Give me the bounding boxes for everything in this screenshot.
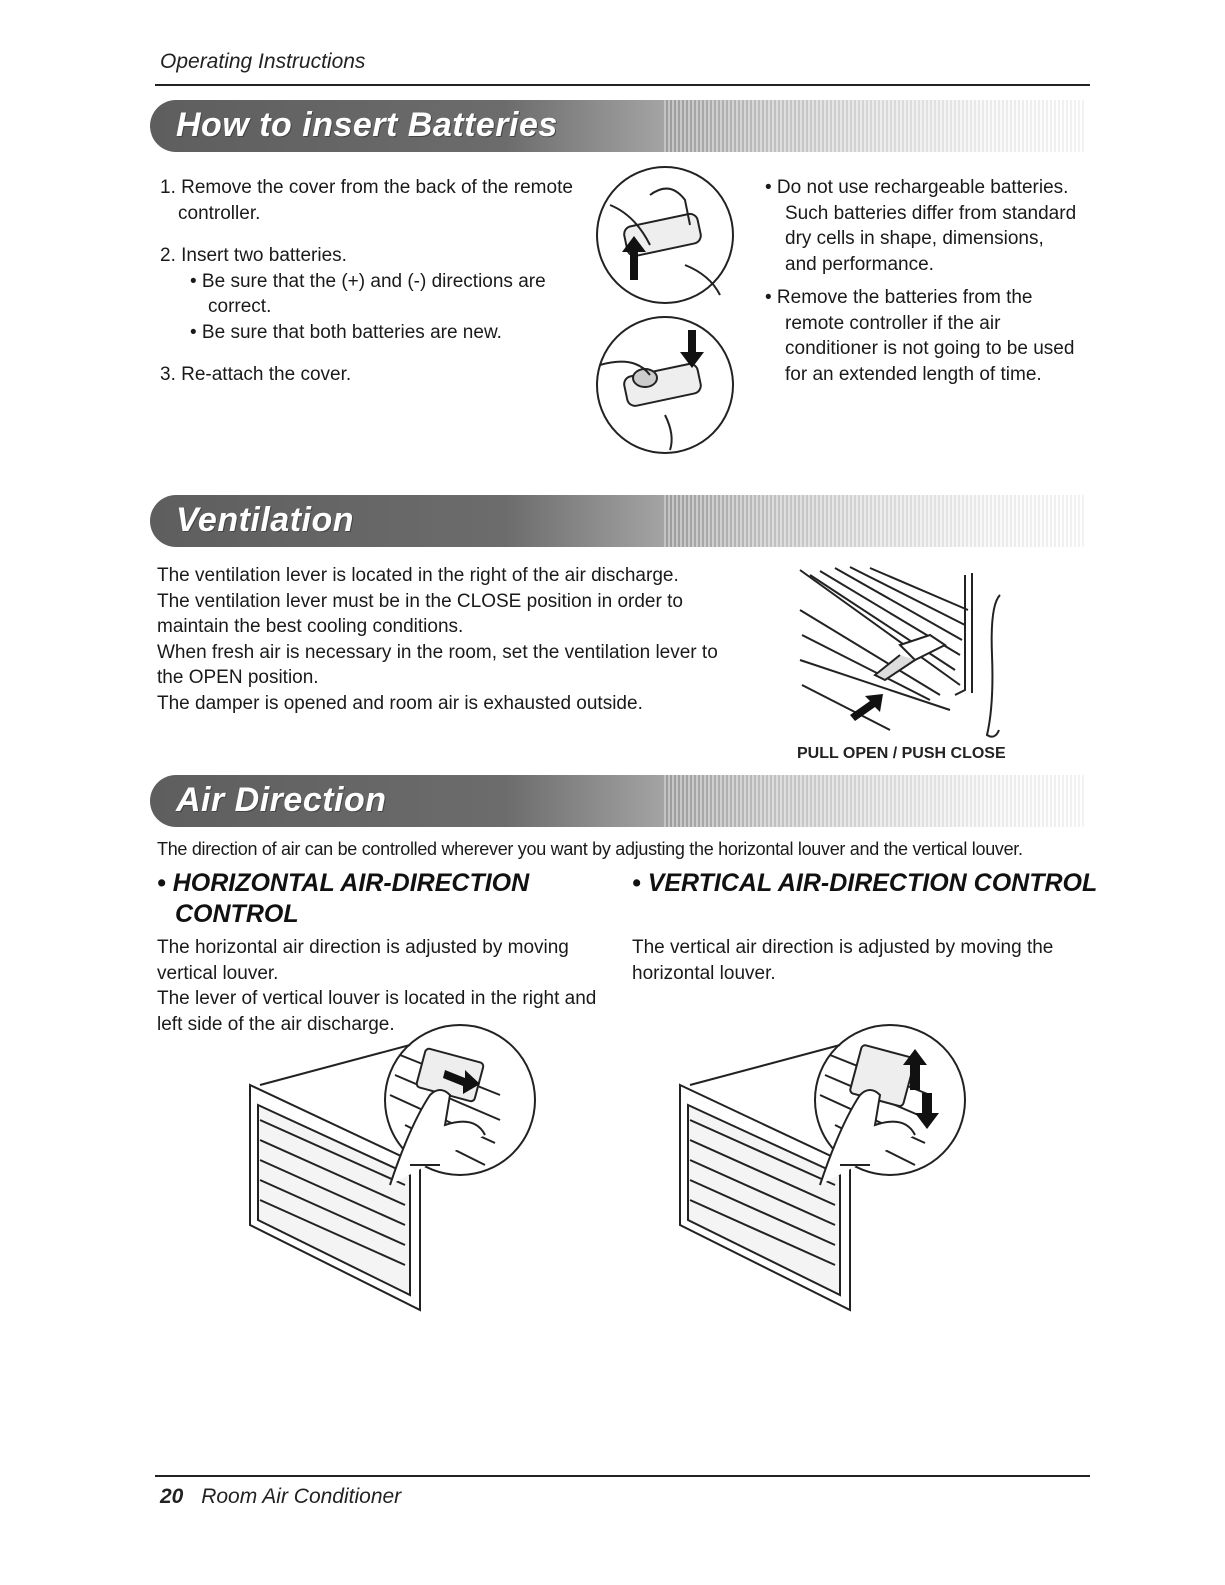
page-number: 20 — [160, 1485, 184, 1508]
batteries-banner — [150, 100, 1085, 152]
footer-title: Room Air Conditioner — [201, 1485, 402, 1508]
ventilation-lever-illustration — [790, 565, 1020, 740]
page-footer — [160, 1485, 401, 1509]
horizontal-louver-illustration — [240, 1025, 550, 1315]
air-direction-banner — [150, 775, 1085, 827]
step-2: 2. Insert two batteries. — [160, 245, 347, 266]
ventilation-line-6: The damper is opened and room air is exhausted outside. — [157, 692, 643, 714]
vertical-text — [632, 935, 1082, 986]
ventilation-line-4: When fresh air is necessary in the room, set the ventilation lever to — [157, 641, 718, 663]
vertical-heading: • VERTICAL AIR-DIRECTION CONTROL — [632, 869, 1098, 897]
horizontal-text — [157, 935, 627, 1037]
battery-note-2: • Remove the batteries from the remote controller if the air conditioner is not going to be used for an extended length of time. — [765, 287, 1075, 385]
vertical-line-2: horizontal louver. — [632, 962, 776, 984]
vertical-louver-illustration — [670, 1025, 980, 1315]
ventilation-text — [157, 563, 777, 716]
step-1: 1. Remove the cover from the back of the remote — [160, 177, 573, 198]
step-2-bullet-2: • Be sure that both batteries are new. — [190, 321, 502, 343]
page-header: Operating Instructions — [160, 50, 366, 73]
horizontal-line-1: The horizontal air direction is adjusted by moving — [157, 937, 569, 958]
ventilation-line-2: The ventilation lever must be in the CLOSE position in order to — [157, 590, 683, 612]
horizontal-line-2: vertical louver. — [157, 962, 279, 984]
header-rule — [155, 84, 1090, 86]
step-2-bullet-1: • Be sure that the (+) and (-) directions are — [190, 270, 546, 292]
horizontal-line-3: The lever of vertical louver is located in the right and — [157, 988, 597, 1009]
ventilation-title: Ventilation — [176, 501, 355, 539]
remote-cover-illustration — [590, 165, 750, 465]
ventilation-line-1: The ventilation lever is located in the right of the air discharge. — [157, 565, 679, 586]
batteries-title: How to insert Batteries — [176, 106, 558, 144]
air-direction-intro: The direction of air can be controlled wherever you want by adjusting the horizontal louver and the vertical louver. — [157, 839, 1023, 859]
step-3: 3. Re-attach the cover. — [160, 364, 352, 385]
step-2-bullet-1-cont: correct. — [208, 296, 272, 317]
ventilation-line-5: the OPEN position. — [157, 667, 319, 688]
step-1-cont: controller. — [178, 202, 261, 224]
horizontal-heading — [157, 868, 529, 930]
air-direction-title: Air Direction — [176, 781, 387, 819]
ventilation-banner — [150, 495, 1085, 547]
ventilation-caption: PULL OPEN / PUSH CLOSE — [797, 745, 1006, 762]
vertical-line-1: The vertical air direction is adjusted by moving the — [632, 937, 1054, 958]
horizontal-heading-line-2: CONTROL — [175, 900, 299, 928]
ventilation-line-3: maintain the best cooling conditions. — [157, 616, 464, 637]
horizontal-line-4: left side of the air discharge. — [157, 1013, 395, 1035]
battery-notes — [765, 175, 1080, 387]
battery-note-1: • Do not use rechargeable batteries. Such batteries differ from standard dry cells in shape, dimensions, and performance. — [765, 177, 1077, 275]
battery-steps — [160, 175, 590, 388]
horizontal-heading-line-1: • HORIZONTAL AIR-DIRECTION — [157, 869, 530, 897]
footer-rule — [155, 1475, 1090, 1477]
